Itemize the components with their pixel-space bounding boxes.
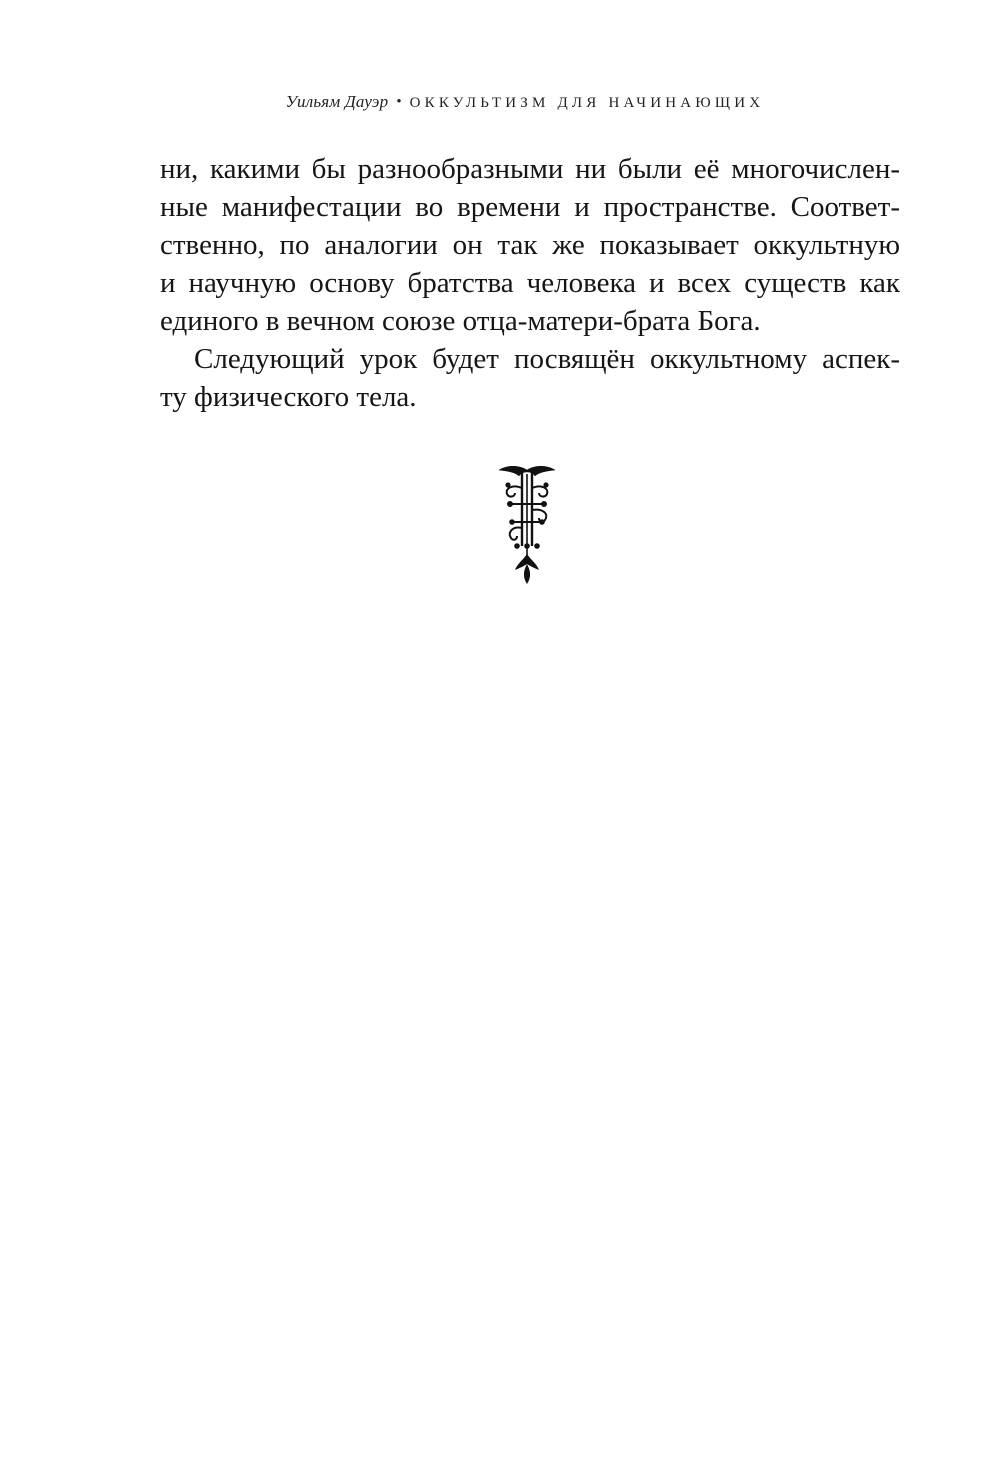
running-head-author: Уильям Дауэр	[285, 92, 389, 111]
running-head	[160, 92, 890, 112]
text-line: и научную основу братства человека и всех существ как	[160, 267, 900, 299]
text-line: ту физического тела.	[160, 381, 417, 413]
running-head-book-title: ОККУЛЬТИЗМ ДЛЯ НАЧИНАЮЩИХ	[409, 95, 765, 111]
running-head-bullet: •	[396, 94, 402, 110]
text-line: Следующий урок будет посвящён оккультному аспек-	[194, 343, 900, 375]
body-text	[160, 150, 900, 416]
paragraph-next-lesson	[160, 340, 900, 416]
paragraph-continued	[160, 150, 900, 340]
text-line: ственно, по аналогии он так же показывает оккультную	[160, 229, 900, 261]
text-line: единого в вечном союзе отца-матери-брата Бога.	[160, 305, 761, 337]
floral-fleuron-icon	[495, 462, 559, 586]
text-line: ные манифестации во времени и пространстве. Соответ-	[160, 191, 900, 223]
text-line: ни, какими бы разнообразными ни были её многочислен-	[160, 153, 900, 185]
